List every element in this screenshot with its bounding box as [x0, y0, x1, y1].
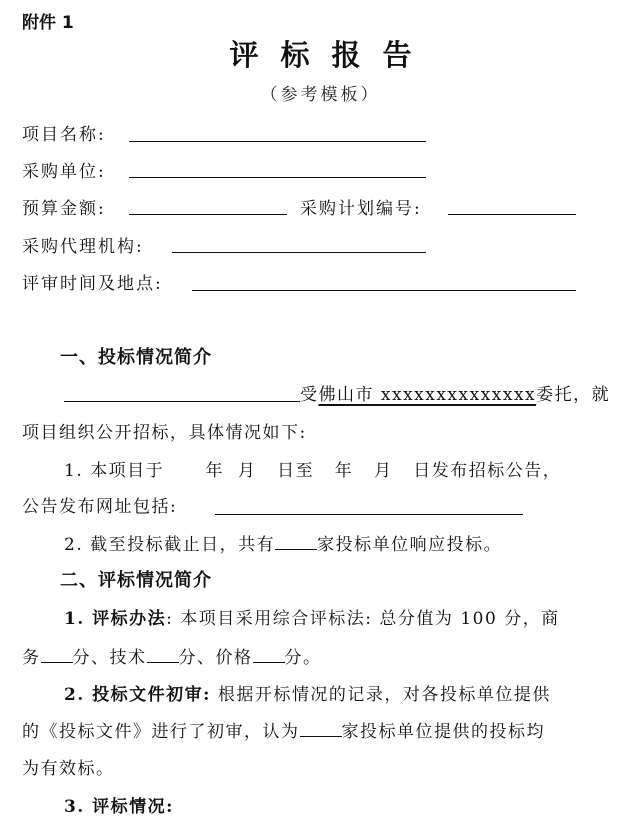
method-label: 1. 评标办法	[64, 609, 167, 629]
prelim-line2	[22, 717, 545, 742]
technical-score-blank[interactable]	[147, 661, 179, 663]
page-subtitle: （参考模板）	[260, 85, 381, 105]
item1-line2-label: 公告发布网址包括:	[22, 497, 178, 517]
valid-bidder-count-blank[interactable]	[300, 735, 342, 737]
page-title: 评标报告	[229, 38, 434, 72]
intro-part1: 受	[300, 385, 319, 405]
announcement-url-field[interactable]	[215, 514, 523, 515]
business-score-blank[interactable]	[41, 661, 73, 663]
agency-label: 采购代理机构:	[22, 237, 144, 257]
agency-field[interactable]	[172, 252, 426, 253]
prelim-text: 根据开标情况的记录，对各投标单位提供	[210, 685, 551, 705]
method-text: : 本项目采用综合评标法: 总分值为 100 分，商	[166, 609, 560, 629]
intro-line2: 项目组织公开招标，具体情况如下:	[22, 423, 307, 443]
plan-number-field[interactable]	[448, 214, 576, 215]
entrusting-party: 佛山市 xxxxxxxxxxxxxx	[318, 385, 537, 405]
prelim-line1	[64, 680, 551, 705]
price-label: 分、价格	[178, 648, 253, 668]
agency-name-blank[interactable]	[64, 401, 300, 402]
review-time-place-field[interactable]	[192, 290, 576, 291]
business-label: 务	[22, 648, 41, 668]
purchaser-field[interactable]	[129, 177, 426, 178]
method-line1	[64, 604, 560, 629]
eval-label: 3. 评标情况:	[64, 797, 174, 817]
section1-heading: 一、投标情况简介	[60, 347, 212, 368]
attachment-label: 附件 1	[22, 13, 74, 33]
prelim-label: 2. 投标文件初审:	[64, 685, 211, 705]
budget-label: 预算金额:	[22, 199, 106, 219]
intro-line1	[300, 380, 610, 405]
budget-field[interactable]	[129, 214, 287, 215]
prelim-line3: 为有效标。	[22, 759, 115, 779]
bidder-count-blank[interactable]	[275, 548, 317, 550]
section2-heading: 二、评标情况简介	[60, 570, 212, 591]
review-time-place-label: 评审时间及地点:	[22, 274, 163, 294]
method-line2	[22, 643, 322, 668]
project-name-label: 项目名称:	[22, 125, 106, 145]
purchaser-label: 采购单位:	[22, 162, 106, 182]
price-score-blank[interactable]	[253, 661, 285, 663]
item2-part1: 2. 截至投标截止日，共有	[64, 535, 276, 555]
item2-part2: 家投标单位响应投标。	[317, 535, 503, 555]
item1-line1: 1. 本项目于 年 月 日至 年 月 日发布招标公告，	[64, 461, 562, 481]
prelim-line2-a: 的《投标文件》进行了初审，认为	[22, 722, 300, 742]
item2	[64, 530, 502, 555]
prelim-line2-b: 家投标单位提供的投标均	[341, 722, 545, 742]
technical-label: 分、技术	[72, 648, 147, 668]
project-name-field[interactable]	[129, 141, 426, 142]
intro-part2: 委托，就	[536, 385, 611, 405]
score-unit: 分。	[284, 648, 322, 668]
plan-number-label: 采购计划编号:	[300, 199, 422, 219]
